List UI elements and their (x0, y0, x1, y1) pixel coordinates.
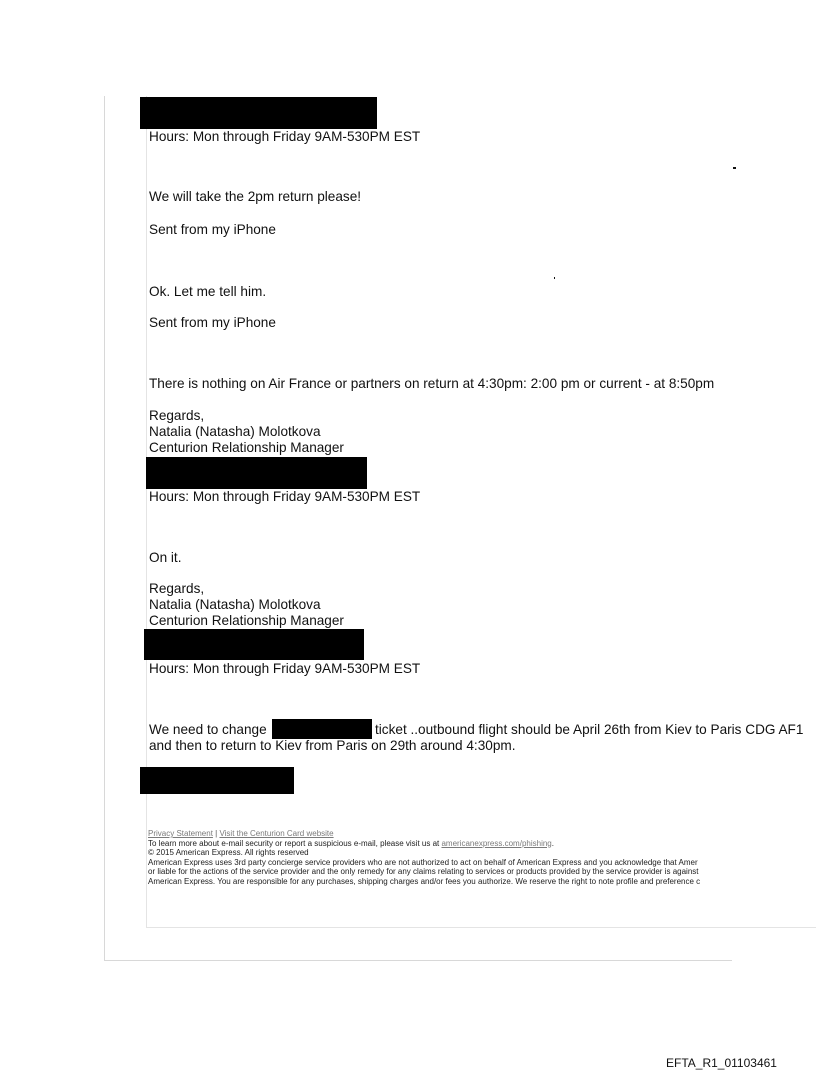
hours-line: Hours: Mon through Friday 9AM-530PM EST (149, 129, 421, 144)
redaction-bar (146, 457, 367, 489)
privacy-statement-link[interactable]: Privacy Statement (148, 829, 213, 838)
message-text: On it. (149, 550, 182, 565)
signature-regards: Regards, (149, 581, 205, 596)
sent-from-line: Sent from my iPhone (149, 315, 276, 330)
page-frame-bottom-rule (104, 960, 732, 961)
redaction-bar (140, 767, 294, 794)
footer-disclaimer-line: American Express. You are responsible for any purchases, shipping charges and/or fees you authorize. We reserve the right to note profile and preference c (148, 876, 701, 886)
signature-block (149, 408, 344, 456)
signature-name: Natalia (Natasha) Molotkova (149, 597, 321, 612)
footer-security-text: To learn more about e-mail security or report a suspicious e-mail, please visit us at (148, 838, 442, 848)
centurion-website-link[interactable]: Visit the Centurion Card website (219, 829, 334, 838)
redaction-bar (144, 629, 364, 660)
hours-line: Hours: Mon through Friday 9AM-530PM EST (149, 661, 421, 676)
footer-security-line (148, 839, 700, 849)
scan-speck (733, 167, 736, 169)
signature-block (149, 581, 344, 629)
sent-from-line: Sent from my iPhone (149, 222, 276, 237)
footer-security-end: . (551, 838, 554, 848)
footer-link-separator: | (212, 829, 220, 838)
email-frame-bottom-rule (146, 927, 816, 928)
message-text: We need to change (149, 722, 267, 737)
page-frame-left-rule (104, 96, 105, 960)
footer-disclaimer-line: American Express uses 3rd party concierge service providers who are not authorized to act on behalf of American Express and you acknowledge that Amer (148, 857, 698, 867)
signature-title: Centurion Relationship Manager (149, 440, 344, 455)
signature-name: Natalia (Natasha) Molotkova (149, 424, 321, 439)
message-text: We will take the 2pm return please! (149, 189, 362, 204)
email-footer (148, 829, 700, 886)
footer-disclaimer-line: or liable for the actions of the service provider and the only remedy for any claims relating to services or products provided by the service provider is against (148, 867, 699, 876)
message-text: Ok. Let me tell him. (149, 284, 267, 299)
footer-copyright: © 2015 American Express. All rights reserved (148, 848, 309, 857)
document-id: EFTA_R1_01103461 (666, 1056, 777, 1070)
signature-title: Centurion Relationship Manager (149, 613, 344, 628)
email-frame-left-rule (146, 96, 147, 928)
hours-line: Hours: Mon through Friday 9AM-530PM EST (149, 489, 421, 504)
redaction-bar (272, 719, 372, 739)
scan-speck (554, 277, 555, 279)
message-text: There is nothing on Air France or partners on return at 4:30pm: 2:00 pm or current - at 8:50pm (149, 376, 715, 391)
footer-links (148, 829, 700, 839)
signature-regards: Regards, (149, 408, 205, 423)
redaction-bar (140, 97, 377, 129)
message-text: and then to return to Kiev from Paris on 29th around 4:30pm. (149, 738, 516, 753)
message-text: ticket ..outbound flight should be April 26th from Kiev to Paris CDG AF1 (375, 722, 804, 737)
phishing-link[interactable]: americanexpress.com/phishing (441, 838, 552, 848)
